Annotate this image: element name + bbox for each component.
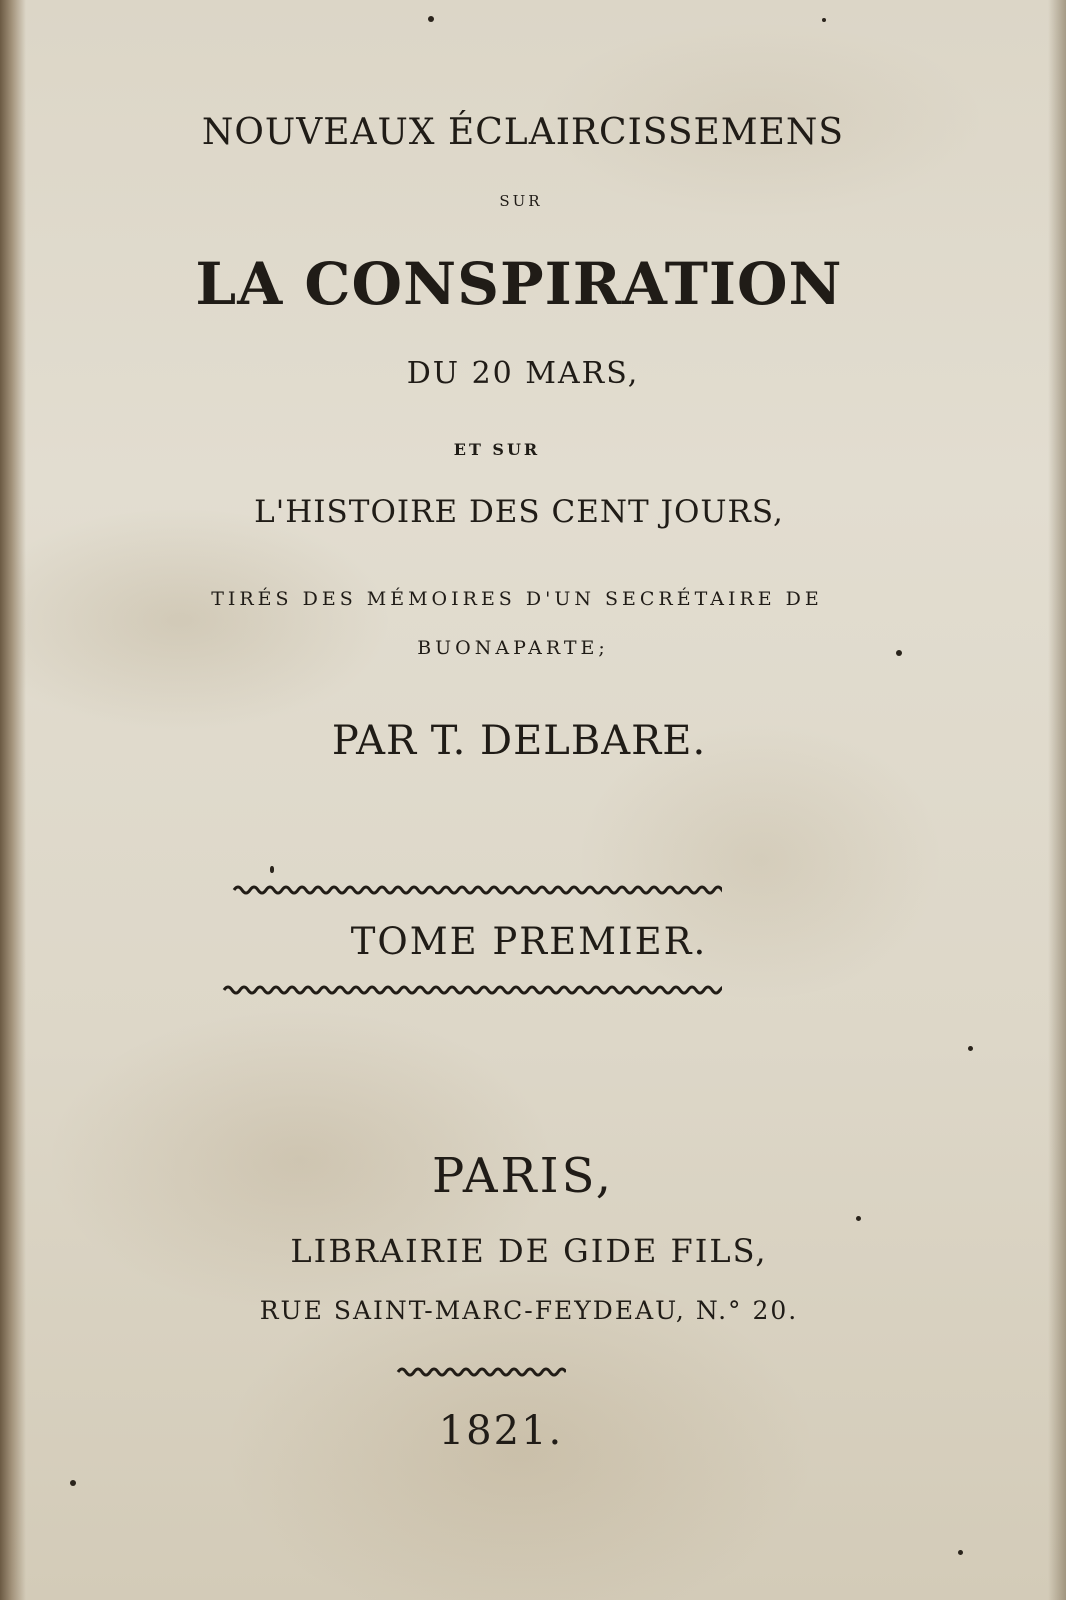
binding-shadow [0,0,26,1600]
author-line: PAR T. DELBARE. [331,718,707,764]
ink-speck [822,18,826,22]
ink-speck [958,1550,963,1555]
title-line-nouveaux: NOUVEAUX ÉCLAIRCISSEMENS [201,112,845,153]
imprint-address: RUE SAINT-MARC-FEYDEAU, N.° 20. [259,1296,799,1325]
title-line-et-sur: ET SUR [453,440,541,459]
imprint-year: 1821. [438,1408,564,1454]
title-line-date: DU 20 MARS, [406,356,640,391]
wavy-rule-top [232,882,722,898]
ink-speck [70,1480,76,1486]
ink-speck [270,866,274,873]
ink-speck [856,1216,861,1221]
title-line-sur: SUR [499,192,543,210]
title-line-histoire: L'HISTOIRE DES CENT JOURS, [254,494,784,530]
title-line-buonaparte: BUONAPARTE; [417,637,609,659]
short-wavy-rule [396,1364,566,1380]
main-title: LA CONSPIRATION [195,250,843,318]
page-edge-shadow [1048,0,1066,1600]
ink-speck [896,650,902,656]
imprint-publisher: LIBRAIRIE DE GIDE FILS, [290,1232,768,1270]
ink-speck [428,16,434,22]
title-line-tires: TIRÉS DES MÉMOIRES D'UN SECRÉTAIRE DE [211,588,823,610]
ink-speck [968,1046,973,1051]
volume-label: TOME PREMIER. [350,920,708,963]
wavy-rule-bottom [222,982,722,998]
imprint-city: PARIS, [431,1148,615,1204]
